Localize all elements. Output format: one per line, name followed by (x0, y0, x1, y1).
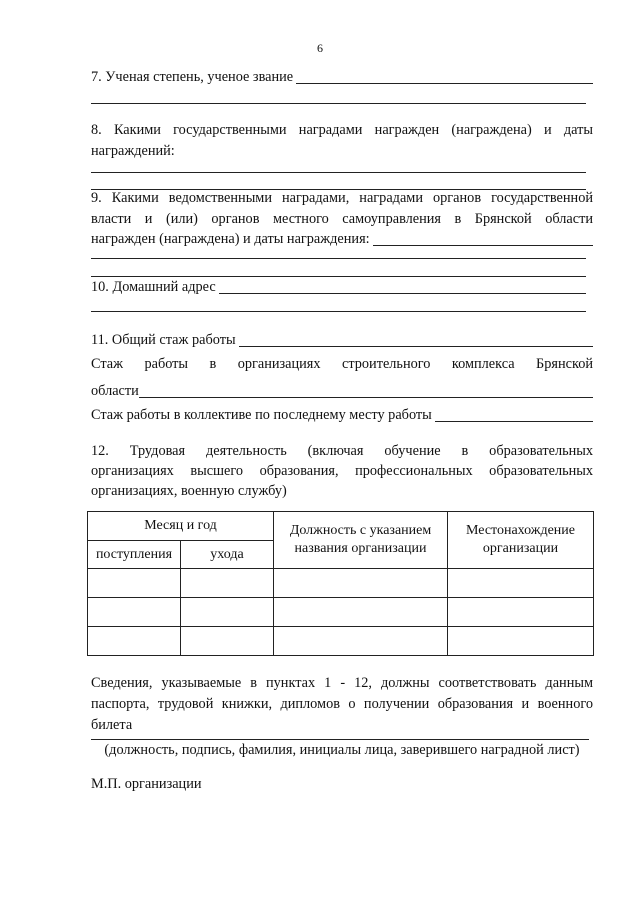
table-row (88, 569, 594, 598)
position-header: Должность с указанием названия организации (274, 512, 448, 569)
last-place-experience-field[interactable] (435, 421, 593, 422)
stamp-label: М.П. организации (91, 776, 202, 792)
state-awards-question-line-1: 8. Какими государственными наградами награжден (награждена) и даты (91, 122, 593, 138)
item-7-row (91, 67, 593, 88)
total-experience-field[interactable] (239, 346, 593, 347)
construction-experience-row (91, 381, 593, 402)
month-year-header: Месяц и год (88, 512, 274, 541)
construction-experience-label-line-1: Стаж работы в организациях строительного комплекса Брянской (91, 356, 593, 372)
table-row (88, 598, 594, 627)
home-address-label: 10. Домашний адрес (91, 279, 216, 295)
item-10-row (91, 277, 586, 298)
construction-experience-field[interactable] (139, 397, 593, 398)
work-history-heading-line-3: организациях, военную службу) (91, 483, 287, 499)
entry-date-cell[interactable] (88, 598, 181, 627)
state-awards-field-line-1[interactable] (91, 172, 586, 173)
academic-degree-field-line-2[interactable] (91, 103, 586, 104)
home-address-field[interactable] (219, 293, 586, 294)
academic-degree-field[interactable] (296, 83, 593, 84)
work-history-table (87, 511, 594, 656)
entry-date-cell[interactable] (88, 627, 181, 656)
entry-date-cell[interactable] (88, 569, 181, 598)
academic-degree-label: 7. Ученая степень, ученое звание (91, 69, 294, 85)
position-cell[interactable] (274, 627, 448, 656)
item-11-row (91, 330, 593, 351)
total-experience-label: 11. Общий стаж работы (91, 332, 236, 348)
home-address-field-line-2[interactable] (91, 311, 586, 312)
departmental-awards-row (91, 229, 593, 250)
departmental-awards-field[interactable] (373, 245, 593, 246)
departmental-awards-question-line-2: власти и (или) органов местного самоуправления в Брянской области (91, 211, 593, 227)
exit-date-cell[interactable] (181, 627, 274, 656)
departmental-awards-question-line-1: 9. Какими ведомственными наградами, наградами органов государственной (91, 190, 593, 206)
departmental-awards-question-line-3: награжден (награждена) и даты награждения: (91, 231, 370, 247)
construction-experience-label-line-2: области (91, 383, 139, 399)
departmental-awards-field-line-2[interactable] (91, 258, 586, 259)
exit-date-cell[interactable] (181, 569, 274, 598)
page-number: 6 (317, 41, 323, 55)
signature-caption: (должность, подпись, фамилия, инициалы лица, заверившего наградной лист) (104, 742, 580, 758)
last-place-experience-row (91, 405, 593, 426)
exit-date-cell[interactable] (181, 598, 274, 627)
position-cell[interactable] (274, 569, 448, 598)
location-cell[interactable] (448, 598, 594, 627)
table-row (88, 627, 594, 656)
position-cell[interactable] (274, 598, 448, 627)
work-history-heading-line-1: 12. Трудовая деятельность (включая обучение в образовательных (91, 443, 593, 459)
exit-date-header: ухода (181, 541, 274, 569)
state-awards-question-line-2: награждений: (91, 143, 175, 159)
location-header: Местонахождение организации (448, 512, 594, 569)
compliance-note: Сведения, указываемые в пунктах 1 - 12, должны соответствовать данным паспорта, трудовой книжки, дипломов о получении образования и военного билета (91, 675, 593, 733)
location-cell[interactable] (448, 627, 594, 656)
work-history-heading-line-2: организациях высшего образования, профессиональных образовательных (91, 463, 593, 479)
last-place-experience-label: Стаж работы в коллективе по последнему месту работы (91, 407, 432, 423)
location-cell[interactable] (448, 569, 594, 598)
entry-date-header: поступления (88, 541, 181, 569)
